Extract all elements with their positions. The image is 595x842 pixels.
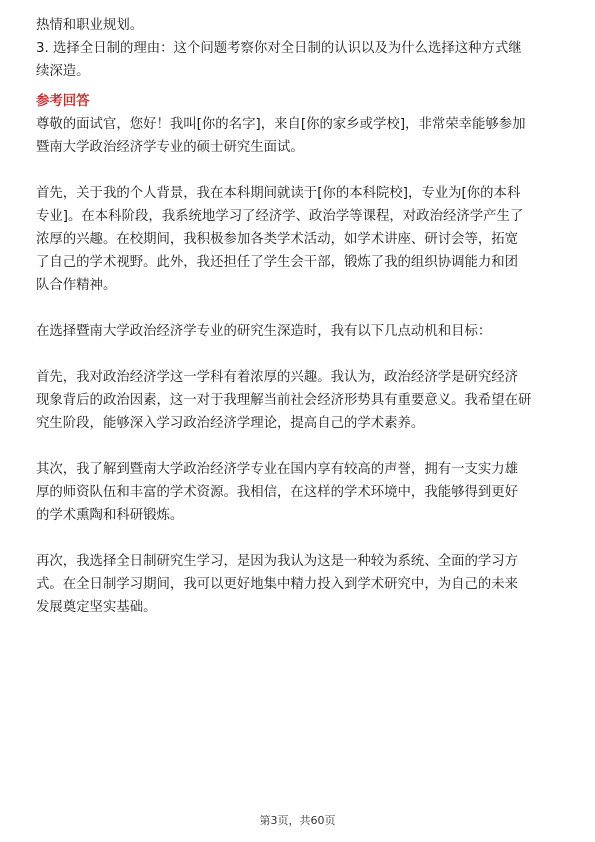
text-line: 首先，关于我的个人背景，我在本科期间就读于[你的本科院校]，专业为[你的本科 xyxy=(36,186,521,201)
paragraph-gap xyxy=(36,159,560,182)
paragraph-gap xyxy=(36,435,560,458)
text-line: 现象背后的政治因素，这一对于我理解当前社会经济形势具有重要意义。我希望在研 xyxy=(36,393,532,408)
paragraph xyxy=(36,366,560,435)
page-number: 第3页，共60页 xyxy=(259,814,336,827)
text-line: 续深造。 xyxy=(36,64,90,79)
text-line: 队合作精神。 xyxy=(36,278,117,293)
text-line: 了自己的学术视野。此外，我还担任了学生会干部，锻炼了我的组织协调能力和团 xyxy=(36,255,519,270)
text-line: 首先，我对政治经济学这一学科有着浓厚的兴趣。我认为，政治经济学是研究经济 xyxy=(36,370,519,385)
paragraph xyxy=(36,113,560,159)
section-title: 参考回答 xyxy=(36,94,90,109)
text-line: 的学术熏陶和科研锻炼。 xyxy=(36,508,184,523)
intro-block xyxy=(36,14,560,83)
paragraph-gap xyxy=(36,297,560,320)
paragraph xyxy=(36,182,560,297)
text-line: 发展奠定坚实基础。 xyxy=(36,600,157,615)
text-line: 其次，我了解到暨南大学政治经济学专业在国内享有较高的声誉，拥有一支实力雄 xyxy=(36,462,519,477)
paragraph-gap xyxy=(36,343,560,366)
text-line: 暨南大学政治经济学专业的硕士研究生面试。 xyxy=(36,140,304,155)
text-line: 热情和职业规划。 xyxy=(36,18,144,33)
text-line: 究生阶段，能够深入学习政治经济学理论，提高自己的学术素养。 xyxy=(36,416,425,431)
paragraph-gap xyxy=(36,527,560,550)
paragraph xyxy=(36,550,560,619)
text-line: 式。在全日制学习期间，我可以更好地集中精力投入到学术研究中，为自己的未来 xyxy=(36,577,519,592)
document-page xyxy=(36,14,560,619)
paragraph xyxy=(36,320,560,343)
text-line: 浓厚的兴趣。在校期间，我积极参加各类学术活动，如学术讲座、研讨会等，拓宽 xyxy=(36,232,519,247)
text-line: 尊敬的面试官，您好！我叫[你的名字]，来自[你的家乡或学校]，非常荣幸能够参加 xyxy=(36,117,526,132)
text-line: 再次，我选择全日制研究生学习，是因为我认为这是一种较为系统、全面的学习方 xyxy=(36,554,519,569)
text-line: 专业]。在本科阶段，我系统地学习了经济学、政治学等课程，对政治经济学产生了 xyxy=(36,209,524,224)
text-line: 在选择暨南大学政治经济学专业的研究生深造时，我有以下几点动机和目标： xyxy=(36,324,492,339)
text-line: 3. 选择全日制的理由：这个问题考察你对全日制的认识以及为什么选择这种方式继 xyxy=(36,41,522,56)
paragraph xyxy=(36,458,560,527)
text-line: 厚的师资队伍和丰富的学术资源。我相信，在这样的学术环境中，我能够得到更好 xyxy=(36,485,519,500)
